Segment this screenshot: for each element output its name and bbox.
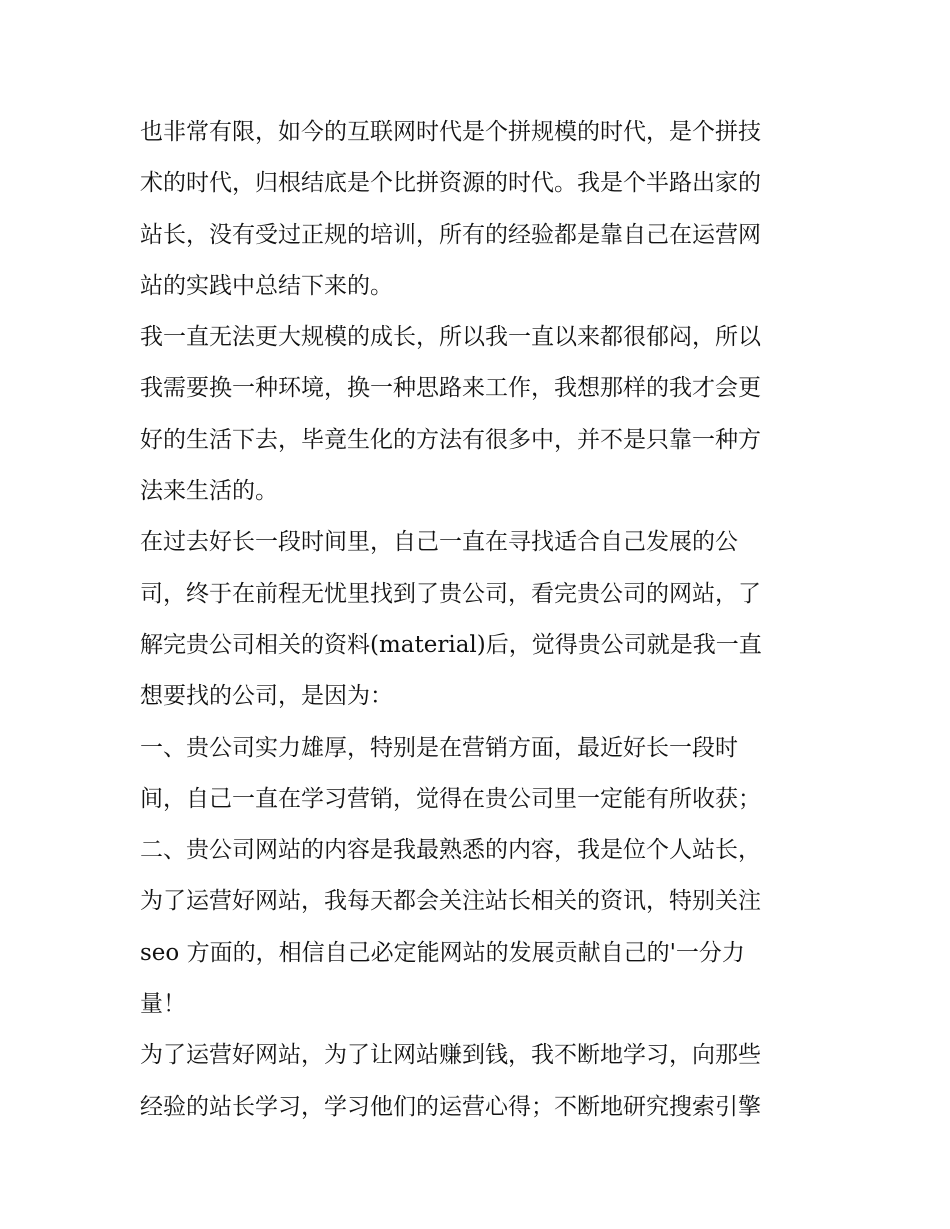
- text-line: 想要找的公司，是因为：: [140, 683, 393, 710]
- text-line: seo 方面的，相信自己必定能网站的发展贡献自己的'一分力: [140, 939, 745, 966]
- text-line: 好的生活下去，毕竟生化的方法有很多中，并不是只靠一种方: [140, 426, 761, 453]
- text-line: 也非常有限，如今的互联网时代是个拼规模的时代，是个拼技: [140, 119, 761, 145]
- text-line: 一、贵公司实力雄厚，特别是在营销方面，最近好长一段时: [140, 734, 738, 761]
- text-line: 经验的站长学习，学习他们的运营心得；不断地研究搜索引擎: [140, 1093, 761, 1120]
- text-line: 间，自己一直在学习营销，觉得在贵公司里一定能有所收获；: [140, 785, 761, 812]
- paragraph-1: [140, 107, 812, 312]
- paragraph-3: [140, 517, 812, 722]
- text-line: 法来生活的。: [140, 478, 278, 505]
- text-line: 站长，没有受过正规的培训，所有的经验都是靠自己在运营网: [140, 221, 761, 248]
- text-line: 为了运营好网站，我每天都会关注站长相关的资讯，特别关注: [140, 888, 761, 915]
- text-line: 术的时代，归根结底是个比拼资源的时代。我是个半路出家的: [140, 170, 761, 197]
- document-body: [140, 107, 812, 1133]
- text-line: 我一直无法更大规模的成长，所以我一直以来都很郁闷，所以: [140, 324, 761, 351]
- text-line: 司，终于在前程无忧里找到了贵公司，看完贵公司的网站，了: [140, 580, 761, 607]
- paragraph-2: [140, 312, 812, 517]
- text-line: 解完贵公司相关的资料(material)后，觉得贵公司就是我一直: [140, 631, 762, 658]
- text-line: 站的实践中总结下来的。: [140, 272, 393, 299]
- paragraph-6: [140, 1030, 812, 1133]
- paragraph-4: [140, 723, 812, 826]
- paragraph-5: [140, 825, 812, 1030]
- text-line: 为了运营好网站，为了让网站赚到钱，我不断地学习，向那些: [140, 1042, 761, 1069]
- text-line: 在过去好长一段时间里，自己一直在寻找适合自己发展的公: [140, 529, 738, 556]
- text-line: 量！: [140, 991, 186, 1018]
- text-line: 我需要换一种环境，换一种思路来工作，我想那样的我才会更: [140, 375, 761, 402]
- text-line: 二、贵公司网站的内容是我最熟悉的内容，我是位个人站长，: [140, 837, 761, 864]
